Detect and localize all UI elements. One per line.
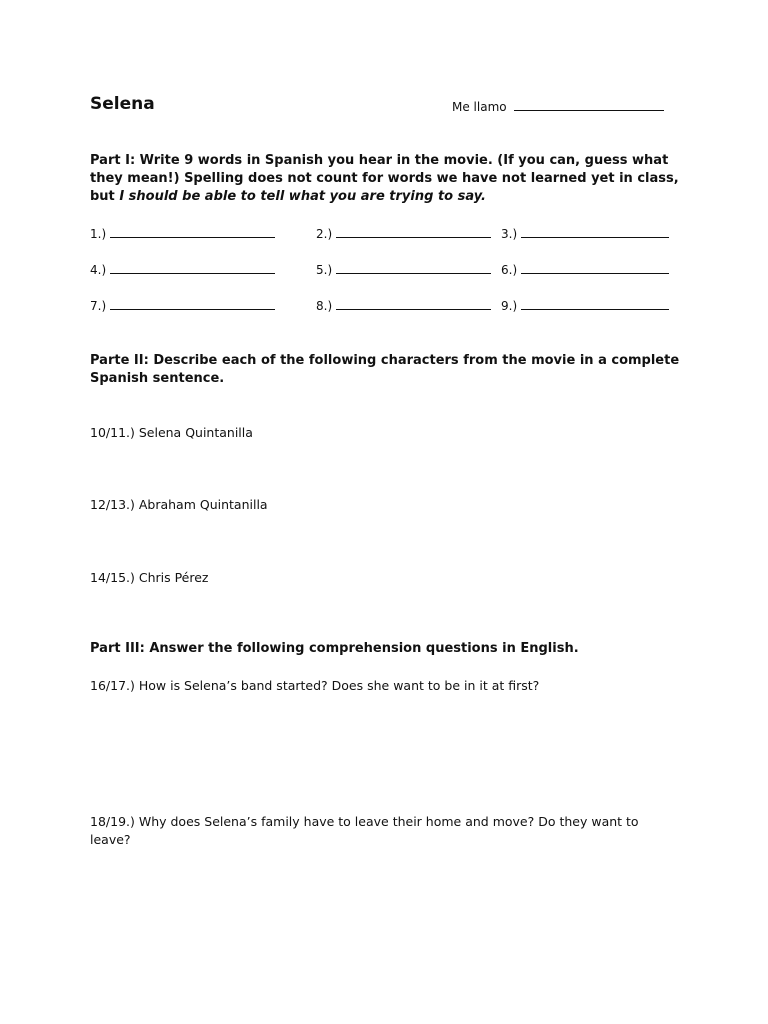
part1-text-emphasis: I should be able to tell what you are trying to say. (119, 189, 486, 204)
blank-1[interactable]: 1.) (90, 225, 275, 241)
answer-line[interactable] (336, 261, 491, 274)
name-label: Me llamo (452, 100, 507, 114)
answer-line[interactable] (110, 225, 275, 238)
question-item: 16/17.) How is Selena’s band started? Does she want to be in it at first? (90, 678, 540, 693)
blank-4[interactable]: 4.) (90, 261, 275, 277)
answer-line[interactable] (336, 225, 491, 238)
name-line (452, 100, 664, 114)
blank-9[interactable]: 9.) (501, 297, 669, 313)
question-item: 18/19.) Why does Selena’s family have to leave their home and move? Do they want to leave? (90, 814, 639, 847)
answer-line[interactable] (110, 297, 275, 310)
answer-line[interactable] (521, 261, 669, 274)
blank-2[interactable]: 2.) (316, 225, 491, 241)
blank-3[interactable]: 3.) (501, 225, 669, 241)
answer-line[interactable] (521, 297, 669, 310)
name-blank[interactable] (514, 100, 664, 111)
blank-6[interactable]: 6.) (501, 261, 669, 277)
character-item: 12/13.) Abraham Quintanilla (90, 497, 268, 512)
answer-line[interactable] (110, 261, 275, 274)
blank-7[interactable]: 7.) (90, 297, 275, 313)
part3-heading: Part III: Answer the following comprehension questions in English. (90, 641, 579, 656)
character-item: 10/11.) Selena Quintanilla (90, 425, 253, 440)
blank-5[interactable]: 5.) (316, 261, 491, 277)
blank-8[interactable]: 8.) (316, 297, 491, 313)
worksheet-title: Selena (90, 94, 155, 114)
answer-line[interactable] (521, 225, 669, 238)
part1-instructions (90, 152, 690, 206)
part2-heading: Parte II: Describe each of the following characters from the movie in a complete Spanish sentence. (90, 353, 680, 386)
answer-line[interactable] (336, 297, 491, 310)
part1-text: Part I: Write 9 words in Spanish you hear in the movie. (If you can, guess what they mean!) Spelling does not count for words we have not learned yet in class, but (90, 153, 679, 204)
character-item: 14/15.) Chris Pérez (90, 570, 209, 585)
